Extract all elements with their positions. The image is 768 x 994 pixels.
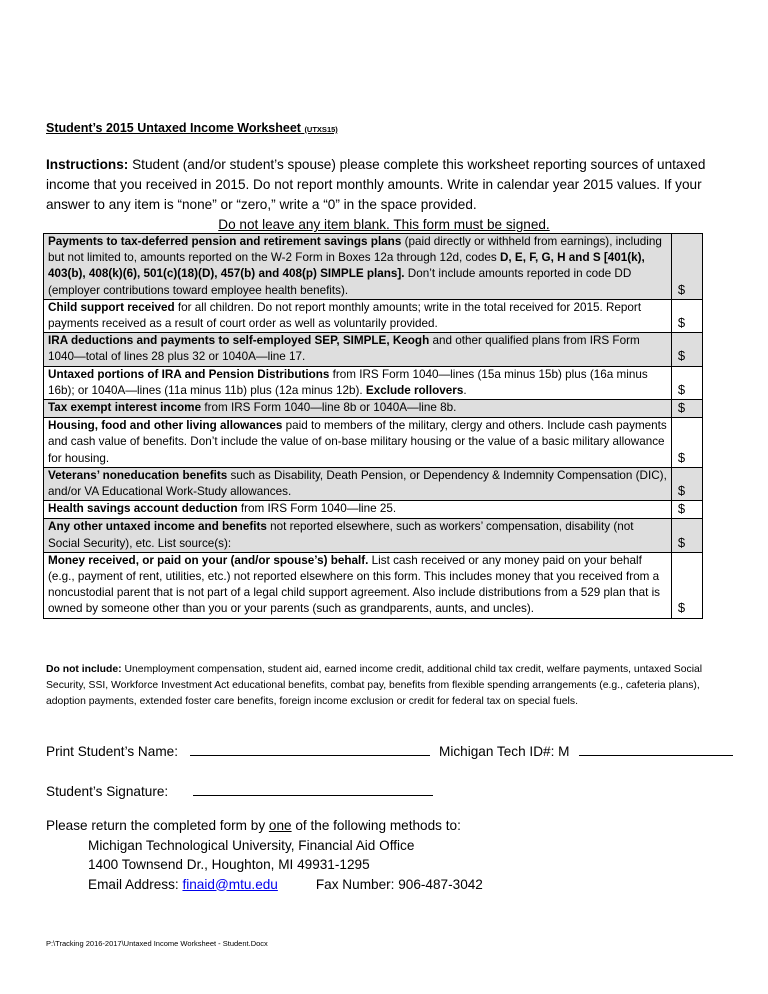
office-name: Michigan Technological University, Financial Aid Office [88,837,415,853]
income-item-heading: Tax exempt interest income [48,401,202,415]
return-intro-one: one [268,818,292,833]
contact-line [46,875,483,895]
income-item-description [44,467,672,500]
income-item-amount-field[interactable]: $ [671,333,702,366]
income-item-heading: Child support received [48,300,175,314]
income-item-description [44,501,672,519]
income-item-description [44,333,672,366]
income-item-row [44,299,703,332]
income-item-heading: Payments to tax-deferred pension and retirement savings plans [48,235,402,248]
income-item-description [44,299,672,332]
income-item-amount-field[interactable]: $ [671,501,702,519]
student-id-field[interactable] [579,741,733,756]
income-item-text: and other qualified plans from IRS Form 1040—total of lines 28 plus 32 or 1040A—line 17. [48,334,640,364]
email-label: Email Address: [88,876,179,892]
income-item-amount-field[interactable]: $ [671,400,702,418]
income-items-table [43,233,703,619]
instructions-label: Instructions: [46,157,129,172]
student-name-field[interactable] [190,741,430,756]
income-item-amount-field[interactable]: $ [671,519,702,552]
income-item-heading: Housing, food and other living allowances [48,419,283,433]
form-code: (UTXS15) [304,125,338,134]
income-item-heading: Veterans’ noneducation benefits [48,468,228,482]
income-item-row [44,501,703,519]
income-item-text: paid to members of the military, clergy and others. Include cash payments and cash value of benefits. Don’t include the value of on-base military housing or the value of a basic military allowance for housing. [48,419,667,465]
email-link[interactable]: finaid@mtu.edu [182,876,278,892]
signature-row [46,781,433,799]
return-intro [46,816,483,836]
income-item-description [44,519,672,552]
student-name-label: Print Student’s Name: [46,744,178,759]
student-name-row [46,741,430,759]
income-item-row [44,366,703,399]
income-item-row [44,552,703,618]
return-intro-b: of the following methods to: [291,818,461,833]
income-item-amount-field[interactable]: $ [671,467,702,500]
income-item-heading: Health savings account deduction [48,502,238,516]
income-item-emphasis: Exclude rollovers [365,383,464,397]
income-item-row [44,519,703,552]
form-title [46,121,338,135]
student-id-row [439,741,733,759]
income-item-description [44,366,672,399]
income-item-text: from IRS Form 1040—lines (15a minus 15b) plus (16a minus 16b); or 1040A—lines (11a minus 11b) plus (12a minus 12b). [48,367,648,397]
income-item-row [44,467,703,500]
income-item-row [44,234,703,300]
income-item-text-end: . [463,383,467,397]
income-item-text: such as Disability, Death Pension, or Dependency & Indemnity Compensation (DIC), and/or VA Educational Work-Study allowances. [48,468,667,499]
income-item-amount-field[interactable]: $ [671,234,702,300]
income-item-amount-field[interactable]: $ [671,366,702,399]
income-item-amount-field[interactable]: $ [671,552,702,618]
signature-label: Student’s Signature: [46,784,169,799]
income-item-heading: Money received, or paid on your (and/or spouse’s) behalf. [48,553,369,567]
instructions [46,155,726,215]
income-item-emphasis: D, E, F, G, H and S [401(k), 403(b), 408(k)(6), 501(c)(18)(D), 457(b) and 408(p) SIMPLE plans]. [48,251,645,281]
signature-field[interactable] [193,781,433,796]
income-item-text-end: Don’t include amounts reported in code DD (employer contributions toward employee health benefits). [48,267,632,297]
income-item-description [44,552,672,618]
income-item-heading: Untaxed portions of IRA and Pension Distributions [48,367,330,381]
income-item-text: from IRS Form 1040—line 8b or 1040A—line 8b. [201,401,457,415]
return-intro-a: Please return the completed form by [46,818,269,833]
income-item-amount-field[interactable]: $ [671,418,702,468]
income-item-description [44,234,672,300]
student-id-label: Michigan Tech ID#: M [439,744,570,759]
exclusions-text: Unemployment compensation, student aid, earned income credit, additional child tax credit, welfare payments, untaxed Social Security, SSI, Workforce Investment Act educational benefits, combat pay, benefits from flexible spending arrangements (e.g., cafeteria plans), adoption payments, extended foster care benefits, foreign income exclusion or credit for federal tax on special fuels. [46,664,703,707]
income-item-text: not reported elsewhere, such as workers’ compensation, disability (not Social Security), etc. List source(s): [48,520,634,550]
form-title-text: Student’s 2015 Untaxed Income Worksheet [46,121,301,135]
income-item-description [44,400,672,418]
office-address: 1400 Townsend Dr., Houghton, MI 49931-1295 [88,857,370,872]
income-item-heading: IRA deductions and payments to self-employed SEP, SIMPLE, Keogh [48,334,430,348]
file-path-footer: P:\Tracking 2016-2017\Untaxed Income Worksheet - Student.Docx [46,939,268,948]
income-item-row [44,400,703,418]
income-item-text: List cash received or any money paid on your behalf (e.g., payment of rent, utilities, etc.) not reported elsewhere on this form. This includes money that you received from a noncustodial parent that is not part of a legal child support agreement. Also include distributions from a 529 plan that is owned by someone other than you or your parents (such as grandparents, aunts, and uncles). [48,553,661,616]
income-item-text: for all children. Do not report monthly amounts; write in the total received for 2015. Report payments received as a result of court order as well as voluntarily provided. [48,300,642,331]
exclusions-note [46,662,736,710]
income-item-text: (paid directly or withheld from earnings), including but not limited to, amounts reported on the W-2 Form in Boxes 12a through 12d, codes [48,235,662,265]
income-item-amount-field[interactable]: $ [671,299,702,332]
income-item-row [44,418,703,468]
income-item-row [44,333,703,366]
income-item-text: from IRS Form 1040—line 25. [237,502,397,516]
blank-item-notice: Do not leave any item blank. This form must be signed. [218,217,550,232]
return-instructions [46,816,483,894]
fax-number: Fax Number: 906-487-3042 [315,876,483,892]
instructions-text: Student (and/or student’s spouse) please complete this worksheet reporting sources of untaxed income that you received in 2015. Do not report monthly amounts. Write in calendar year 2015 values. If your answer to any item is “none” or “zero,” write a “0” in the space provided. [46,157,706,212]
exclusions-label: Do not include: [46,664,122,675]
income-item-heading: Any other untaxed income and benefits [48,520,267,534]
income-item-description [44,418,672,468]
